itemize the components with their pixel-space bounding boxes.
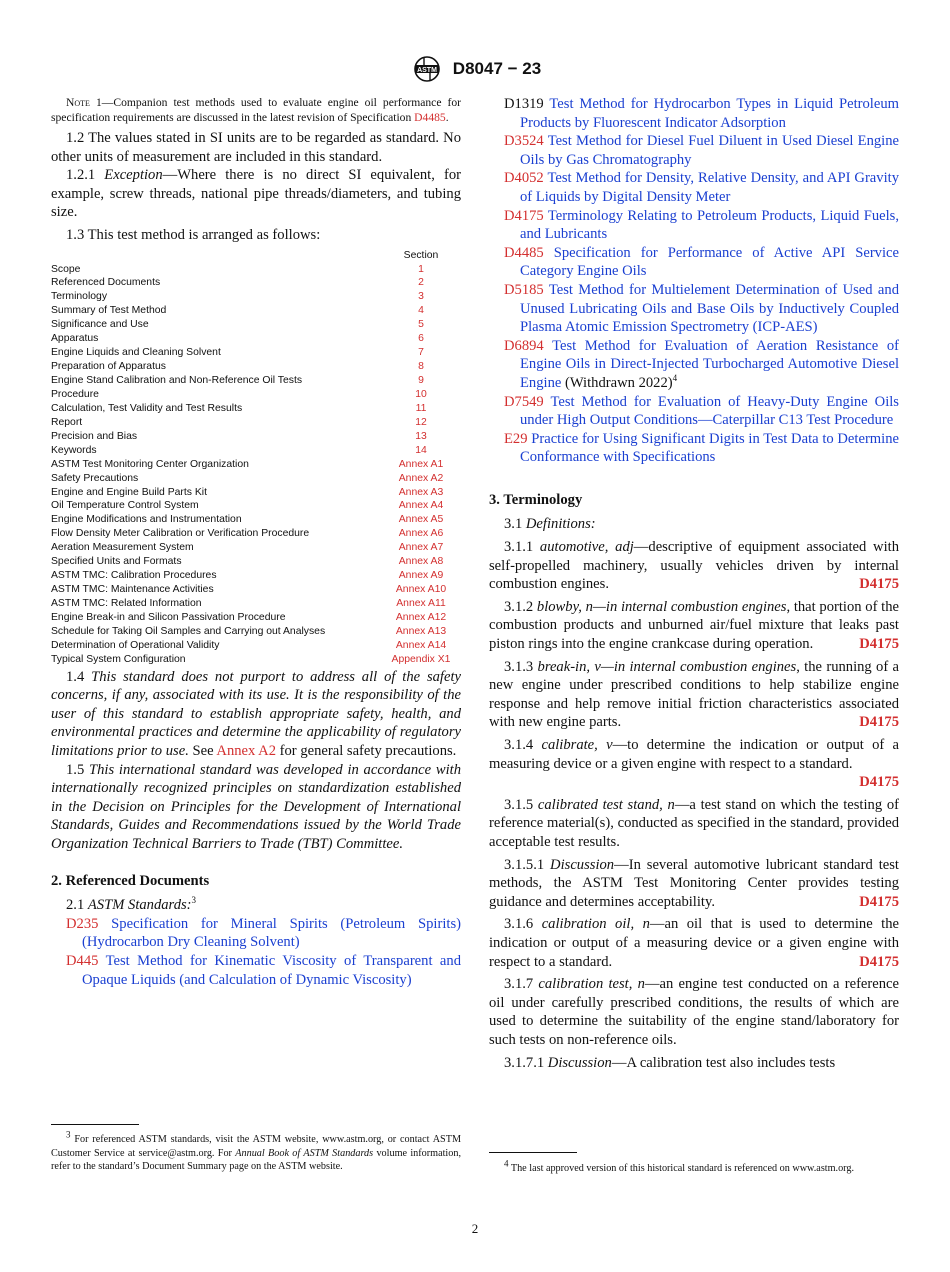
toc-title: Specified Units and Formats	[51, 556, 182, 568]
toc-title: Oil Temperature Control System	[51, 500, 199, 512]
para-2-1: 2.1 ASTM Standards:$^3$	[66, 895, 197, 914]
reference-link[interactable]: Practice for Using Significant Digits in Test Data to Determine Conformance with Specifications	[520, 430, 899, 466]
definition-term: Discussion	[547, 1054, 612, 1071]
reference-code[interactable]: D7549	[504, 393, 544, 410]
toc-section-link[interactable]: 7	[418, 347, 424, 359]
reference-code[interactable]: D445	[66, 953, 99, 969]
toc-row	[51, 486, 461, 500]
reference-d7549	[504, 393, 899, 430]
toc-row	[51, 513, 461, 527]
toc-section-link[interactable]: 9	[418, 375, 424, 386]
right-column	[489, 95, 899, 1072]
toc-section-link[interactable]: 5	[418, 319, 424, 331]
toc-title: Significance and Use	[51, 319, 149, 331]
definition-term: calibrated test stand, n	[537, 796, 675, 813]
reference-link[interactable]: Test Method for Kinematic Viscosity of Transparent and Opaque Liquids (and Calculation of Dynamic Viscosity)	[82, 953, 462, 988]
definition-term: Discussion	[550, 856, 615, 873]
toc-title: Referenced Documents	[51, 277, 161, 289]
para-1-3: 1.3 This test method is arranged as follows:	[66, 226, 321, 243]
reference-code[interactable]: D4175	[504, 207, 544, 224]
definition-term: calibrate, v	[541, 737, 613, 753]
toc-row	[51, 318, 461, 332]
reference-code[interactable]: D5185	[504, 281, 544, 298]
definition-source-link[interactable]: D4175	[859, 576, 899, 593]
toc-row	[51, 472, 461, 486]
para-1-4: 1.4 This standard does not purport to address all of the safety concerns, if any, associated with its use. It is the responsibility of the user of this standard to establish appropriate safety, health, and environmental practices and determine the applicability of regulatory limitations prior to use. See Annex A2 for general safety precautions.	[51, 668, 461, 760]
footnote-4: $^4$ The last approved version of this historical standard is referenced on www.astm.org.	[504, 1158, 855, 1174]
reference-link[interactable]: Test Method for Multielement Determination of Used and Unused Lubricating Oils and Base Oils by Inductively Coupled Plasma Atomic Emission Spectrometry (ICP-AES)	[520, 281, 899, 336]
toc-row	[51, 416, 461, 430]
definition-source-link[interactable]: D4175	[859, 636, 899, 653]
footnote-divider	[489, 1152, 577, 1153]
toc-title: Engine Break-in and Silicon Passivation Procedure	[51, 611, 286, 623]
toc-row	[51, 541, 461, 555]
toc-section-link[interactable]: Annex A14	[395, 639, 447, 651]
toc-row	[51, 527, 461, 541]
toc-title: ASTM TMC: Maintenance Activities	[51, 584, 214, 596]
toc-row	[51, 374, 461, 388]
reference-d6894: D6894 Test Method for Evaluation of Aeration Resistance of Engine Oils in Direct-Injected Turbocharged Automotive Diesel Engine (Withdrawn 2022)$^4$	[504, 337, 899, 391]
toc-section-link[interactable]: Appendix X1	[391, 653, 451, 665]
toc-row	[51, 639, 461, 653]
page-number: 2	[471, 1221, 479, 1236]
reference-link[interactable]: Test Method for Density, Relative Density, and API Gravity of Liquids by Digital Density Meter	[520, 170, 899, 205]
definition-term: break-in, v—in internal combustion engines	[537, 658, 797, 675]
toc-row	[51, 290, 461, 304]
toc-title: Apparatus	[51, 333, 99, 345]
toc-section-link[interactable]: Annex A6	[398, 528, 444, 540]
toc-row	[51, 611, 461, 625]
definition-source-link[interactable]: D4175	[859, 774, 899, 791]
toc-row	[51, 597, 461, 611]
toc-section-link[interactable]: 6	[418, 333, 424, 345]
toc-title: Precision and Bias	[51, 430, 138, 442]
toc-row	[51, 625, 461, 639]
toc-title: Procedure	[51, 388, 99, 400]
toc-row	[51, 346, 461, 360]
reference-d4175	[504, 207, 899, 244]
reference-code[interactable]: E29	[504, 430, 528, 447]
toc-section-link[interactable]: 4	[418, 305, 424, 317]
section-3-title: 3. Terminology	[489, 491, 583, 508]
toc-section-link[interactable]: Annex A12	[395, 611, 447, 623]
toc-title: Engine and Engine Build Parts Kit	[51, 486, 207, 498]
toc-section-link[interactable]: Annex A1	[398, 458, 444, 470]
toc-row	[51, 583, 461, 597]
toc-section-link[interactable]: Annex A2	[398, 472, 444, 484]
section-2-title: 2. Referenced Documents	[51, 872, 210, 889]
toc-section-link[interactable]: 10	[415, 388, 427, 400]
toc-row	[51, 555, 461, 569]
toc-title: ASTM Test Monitoring Center Organization	[51, 458, 249, 470]
toc-row	[51, 444, 461, 458]
toc-title: Engine Modifications and Instrumentation	[51, 514, 242, 526]
toc-header: Section	[403, 249, 439, 261]
toc-title: Terminology	[51, 291, 108, 303]
toc-section-link[interactable]: Annex A11	[396, 598, 446, 609]
svg-text:ASTM: ASTM	[416, 67, 437, 74]
para-3-1: 3.1 Definitions:	[504, 516, 596, 533]
footnote-divider	[51, 1124, 139, 1125]
reference-d445	[66, 952, 461, 989]
toc-section-link[interactable]: 11	[415, 402, 427, 414]
toc-title: Preparation of Apparatus	[51, 361, 166, 373]
toc-row	[51, 388, 461, 402]
toc-section-link[interactable]: 2	[418, 277, 424, 289]
link-annex-a2[interactable]: Annex A2	[216, 743, 276, 760]
definition-1: 3.1.1 automotive, adj—descriptive of equipment associated with self-propelled machinery, usually vehicles driven by internal combustion engines. D4175	[489, 539, 899, 593]
reference-link[interactable]: Test Method for Evaluation of Heavy-Duty Engine Oils under High Output Conditions—Caterpillar C13 Test Procedure	[520, 393, 899, 429]
toc-title: ASTM TMC: Calibration Procedures	[51, 570, 217, 582]
toc-row	[51, 360, 461, 374]
reference-code[interactable]: D4485	[504, 244, 544, 261]
toc-row	[51, 430, 461, 444]
para-1-2: 1.2 The values stated in SI units are to be regarded as standard. No other units of measurement are included in this standard.	[51, 130, 461, 165]
toc-title: Typical System Configuration	[51, 653, 186, 665]
note-1: Note 1—Companion test methods used to evaluate engine oil performance for specification requirements are discussed in the latest revision of Specification D4485.	[51, 96, 461, 124]
toc-row	[51, 402, 461, 416]
definition-source-link[interactable]: D4175	[859, 953, 899, 970]
definition-term: blowby, n—in internal combustion engines	[536, 598, 787, 615]
reference-d5185	[504, 281, 899, 337]
reference-d4485	[504, 244, 899, 281]
reference-code[interactable]: D235	[66, 915, 99, 932]
toc-title: Scope	[51, 263, 81, 275]
toc-row	[51, 458, 461, 472]
reference-link[interactable]: Terminology Relating to Petroleum Products, Liquid Fuels, and Lubricants	[520, 207, 900, 243]
definition-term: calibration oil, n	[541, 916, 650, 933]
toc-section-link[interactable]: 12	[415, 416, 427, 428]
toc-section-link[interactable]: 14	[415, 444, 427, 456]
definition-4: 3.1.4 calibrate, v—to determine the indication or output of a measuring device or a given engine with respect to a standard. D4175	[489, 737, 900, 791]
toc-row	[51, 653, 461, 667]
toc-title: Safety Precautions	[51, 472, 139, 484]
toc-title: Aeration Measurement System	[51, 542, 194, 554]
reference-d3524	[504, 132, 899, 169]
reference-link[interactable]: Test Method for Evaluation of Aeration Resistance of Engine Oils in Direct-Injected Turbocharged Automotive Diesel Engine	[520, 337, 899, 391]
reference-link[interactable]: Test Method for Diesel Fuel Diluent in Used Diesel Engine Oils by Gas Chromatography	[520, 133, 900, 168]
toc-title: Keywords	[51, 444, 97, 456]
toc-title: Calculation, Test Validity and Test Results	[51, 402, 243, 414]
toc-row	[51, 332, 461, 346]
definition-source-link[interactable]: D4175	[859, 893, 899, 910]
definition-3: 3.1.3 break-in, v—in internal combustion engines, the running of a new engine under prescribed conditions to help stabilize engine response and help remove initial friction characteristics associated with new engine parts. D4175	[489, 658, 899, 731]
reference-link[interactable]: Test Method for Hydrocarbon Types in Liquid Petroleum Products by Fluorescent Indicator Adsorption	[520, 96, 899, 131]
definition-2: 3.1.2 blowby, n—in internal combustion engines, that portion of the combustion products and unburned air/fuel mixture that leaks past piston rings into the engine crankcase during operation. D4175	[489, 598, 899, 653]
toc-row	[51, 499, 461, 513]
toc-section-link[interactable]: Annex A3	[398, 486, 444, 498]
para-1-5: 1.5 This international standard was developed in accordance with internationally recognized principles on standardization established in the Decision on Principles for the Development of International Standards, Guides and Recommendations issued by the World Trade Organization Technical Barriers to Trade (TBT) Committee.	[51, 761, 462, 853]
toc-title: Determination of Operational Validity	[51, 639, 220, 651]
para-1-2-1: 1.2.1 Exception—Where there is no direct SI equivalent, for example, screw threads, national pipe threads/diameters, and tubing size.	[51, 167, 461, 221]
reference-code[interactable]: D3524	[504, 133, 544, 150]
toc-row	[51, 569, 461, 583]
toc-row	[51, 276, 461, 290]
toc-section-link[interactable]: 13	[415, 430, 427, 442]
definition-term: automotive, adj	[539, 539, 634, 556]
astm-logo-icon	[409, 54, 445, 84]
toc-title: Engine Stand Calibration and Non-Reference Oil Tests	[51, 375, 303, 386]
definition-6: 3.1.5.1 Discussion—In several automotive lubricant standard test methods, the ASTM Test Monitoring Center provides testing guidance and determines acceptability. D4175	[489, 856, 899, 910]
section-table	[51, 249, 461, 667]
toc-section-link[interactable]: Annex A5	[398, 514, 444, 526]
toc-section-link[interactable]: Annex A13	[395, 625, 447, 637]
toc-section-link[interactable]: Annex A7	[398, 542, 444, 554]
toc-section-link[interactable]: 3	[418, 291, 424, 303]
toc-title: Schedule for Taking Oil Samples and Carrying out Analyses	[51, 625, 326, 637]
definition-8: 3.1.7 calibration test, n—an engine test conducted on a reference oil under carefully prescribed conditions, the results of which are used to determine the suitability of the engine stand/laboratory for such tests on non-reference oils.	[489, 976, 900, 1048]
toc-row	[51, 263, 461, 277]
toc-section-link[interactable]: Annex A9	[398, 570, 444, 582]
reference-link[interactable]: Specification for Performance of Active API Service Category Engine Oils	[520, 244, 899, 280]
toc-section-link[interactable]: Annex A8	[398, 556, 444, 568]
page-header	[0, 54, 950, 84]
toc-title: ASTM TMC: Related Information	[51, 598, 202, 609]
toc-section-link[interactable]: Annex A10	[395, 584, 447, 596]
reference-d235	[66, 915, 461, 952]
reference-e29	[504, 430, 899, 467]
toc-title: Summary of Test Method	[51, 305, 167, 317]
toc-title: Flow Density Meter Calibration or Verification Procedure	[51, 528, 310, 540]
toc-title: Engine Liquids and Cleaning Solvent	[51, 347, 221, 359]
document-code: D8047 − 23	[452, 59, 542, 78]
reference-d1319: D1319 Test Method for Hydrocarbon Types in Liquid Petroleum Products by Fluorescent Indicator Adsorption	[504, 96, 899, 131]
reference-link[interactable]: Specification for Mineral Spirits (Petroleum Spirits) (Hydrocarbon Dry Cleaning Solvent)	[82, 915, 461, 951]
toc-row	[51, 304, 461, 318]
toc-title: Report	[51, 416, 83, 428]
toc-section-link[interactable]: 1	[418, 263, 424, 275]
definition-term: calibration test, n	[538, 976, 645, 993]
toc-section-link[interactable]: 8	[418, 361, 424, 373]
reference-d4052	[504, 169, 899, 206]
toc-section-link[interactable]: Annex A4	[398, 500, 444, 512]
definition-7: 3.1.6 calibration oil, n—an oil that is used to determine the indication or output of a measuring device or a given engine with respect to a standard. D4175	[489, 916, 899, 970]
definition-source-link[interactable]: D4175	[859, 714, 899, 731]
footnote-3: $^3$ For referenced ASTM standards, visit the ASTM website, www.astm.org, or contact ASTM Customer Service at service@astm.org. For Annual Book of ASTM Standards volume information, refer to the standard’s Document Summary page on the ASTM website.	[51, 1129, 461, 1173]
reference-code[interactable]: D4052	[504, 170, 544, 187]
definition-9: 3.1.7.1 Discussion—A calibration test also includes tests	[504, 1054, 836, 1071]
left-column	[51, 95, 461, 989]
definition-5: 3.1.5 calibrated test stand, n—a test stand on which the testing of reference material(s), conducted as specified in the standard, provided acceptable test results.	[489, 796, 899, 850]
link-d4485[interactable]: D4485	[414, 111, 446, 124]
